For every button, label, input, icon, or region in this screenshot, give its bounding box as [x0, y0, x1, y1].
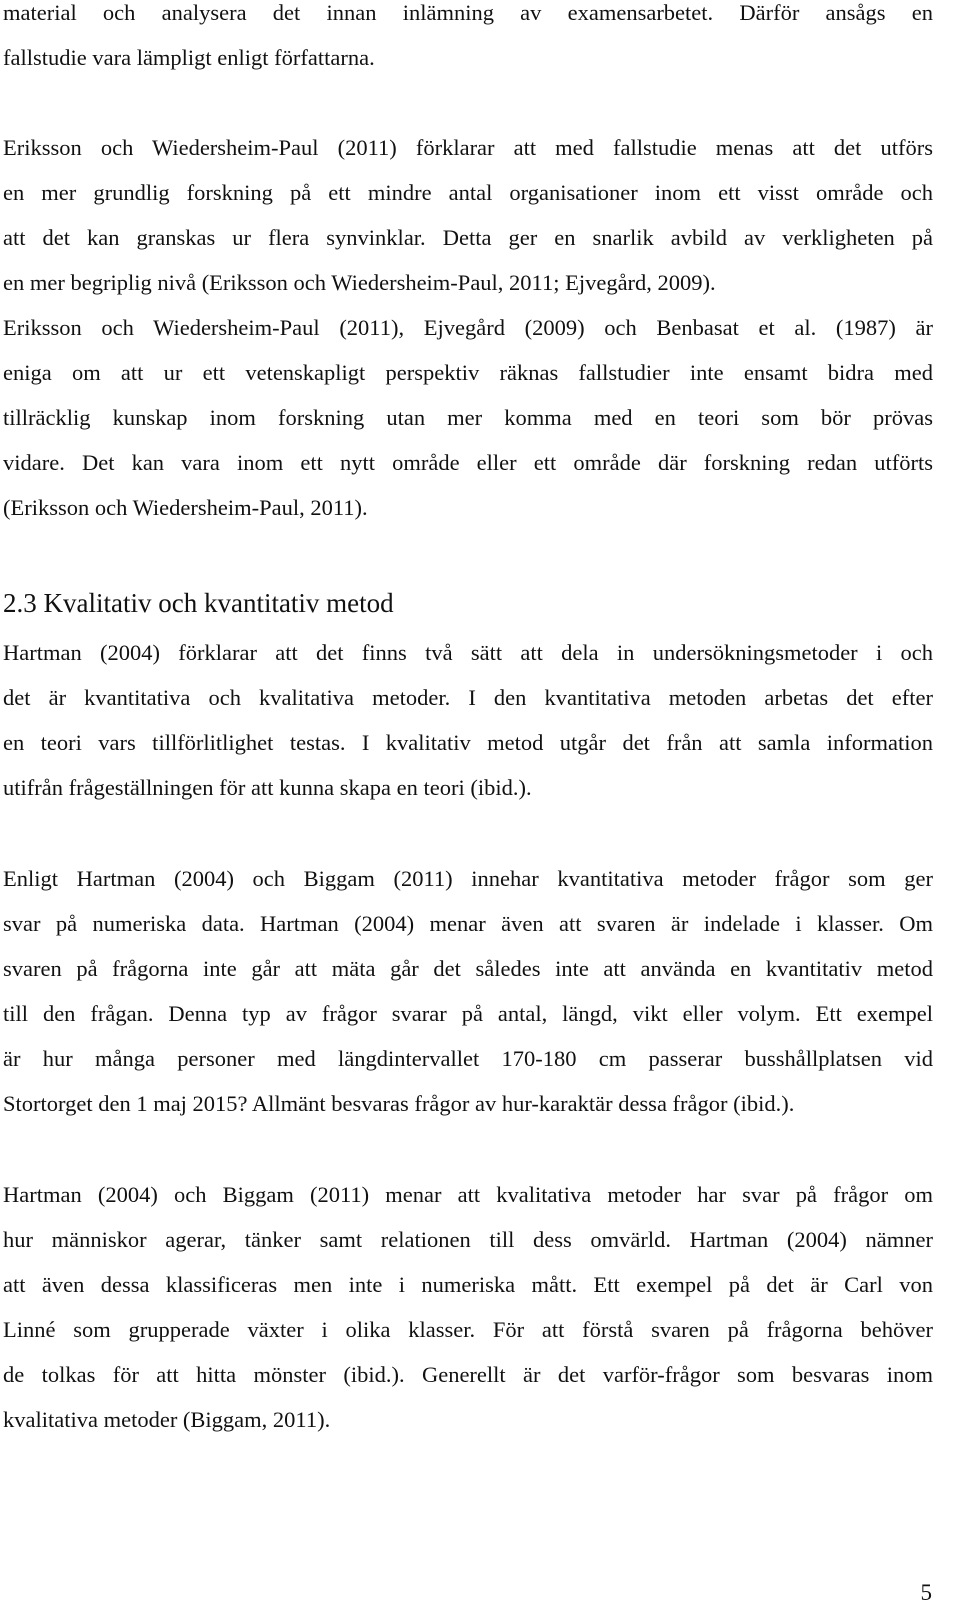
text-line: svar på numeriska data. Hartman (2004) menar även att svaren är indelade i klasser. Om	[3, 911, 933, 936]
text-line: fallstudie vara lämpligt enligt författarna.	[3, 45, 375, 70]
text-line: det är kvantitativa och kvalitativa metoder. I den kvantitativa metoden arbetas det efter	[3, 685, 933, 710]
text-line: kvalitativa metoder (Biggam, 2011).	[3, 1407, 331, 1432]
text-line: de tolkas för att hitta mönster (ibid.). Generellt är det varför-frågor som besvaras inom	[3, 1362, 933, 1387]
text-line: svaren på frågorna inte går att mäta går det således inte att använda en kvantitativ metod	[3, 956, 933, 981]
text-line: Enligt Hartman (2004) och Biggam (2011) innehar kvantitativa metoder frågor som ger	[3, 866, 933, 891]
text-line: material och analysera det innan inlämning av examensarbetet. Därför ansågs en	[3, 0, 933, 25]
text-line: hur människor agerar, tänker samt relationen till dess omvärld. Hartman (2004) nämner	[3, 1227, 933, 1252]
text-line: (Eriksson och Wiedersheim-Paul, 2011).	[3, 495, 368, 520]
text-line: Linné som grupperade växter i olika klasser. För att förstå svaren på frågorna behöver	[3, 1317, 933, 1342]
paragraph-metoder	[3, 630, 933, 810]
text-line: att det kan granskas ur flera synvinklar. Detta ger en snarlik avbild av verkligheten på	[3, 225, 933, 250]
text-line: en teori vars tillförlitlighet testas. I kvalitativ metod utgår det från att samla information	[3, 730, 933, 755]
text-line: tillräcklig kunskap inom forskning utan mer komma med en teori som bör prövas	[3, 405, 933, 430]
text-line: en mer begriplig nivå (Eriksson och Wiedersheim-Paul, 2011; Ejvegård, 2009).	[3, 270, 716, 295]
paragraph-kvalitativa	[3, 1172, 933, 1442]
text-line: till den frågan. Denna typ av frågor svarar på antal, längd, vikt eller volym. Ett exempel	[3, 1001, 933, 1026]
section-heading: 2.3 Kvalitativ och kvantitativ metod	[3, 588, 394, 618]
page-number: 5	[920, 1580, 932, 1605]
text-line: att även dessa klassificeras men inte i numeriska mått. Ett exempel på det är Carl von	[3, 1272, 933, 1297]
text-line: eniga om att ur ett vetenskapligt perspektiv räknas fallstudier inte ensamt bidra med	[3, 360, 933, 385]
text-line: Eriksson och Wiedersheim-Paul (2011), Ejvegård (2009) och Benbasat et al. (1987) är	[3, 315, 933, 340]
text-line: en mer grundlig forskning på ett mindre antal organisationer inom ett visst område och	[3, 180, 933, 205]
text-line: vidare. Det kan vara inom ett nytt område eller ett område där forskning redan utförts	[3, 450, 933, 475]
paragraph-intro-continuation	[3, 0, 933, 80]
text-line: Hartman (2004) förklarar att det finns två sätt att dela in undersökningsmetoder i och	[3, 640, 933, 665]
text-line: Stortorget den 1 maj 2015? Allmänt besvaras frågor av hur-karaktär dessa frågor (ibid.).	[3, 1091, 795, 1116]
text-line: Eriksson och Wiedersheim-Paul (2011) förklarar att med fallstudie menas att det utförs	[3, 135, 933, 160]
text-line: utifrån frågeställningen för att kunna skapa en teori (ibid.).	[3, 775, 532, 800]
paragraph-fallstudie	[3, 125, 933, 530]
text-line: är hur många personer med längdintervallet 170-180 cm passerar busshållplatsen vid	[3, 1046, 933, 1071]
paragraph-kvantitativa	[3, 856, 933, 1126]
text-line: Hartman (2004) och Biggam (2011) menar att kvalitativa metoder har svar på frågor om	[3, 1182, 933, 1207]
